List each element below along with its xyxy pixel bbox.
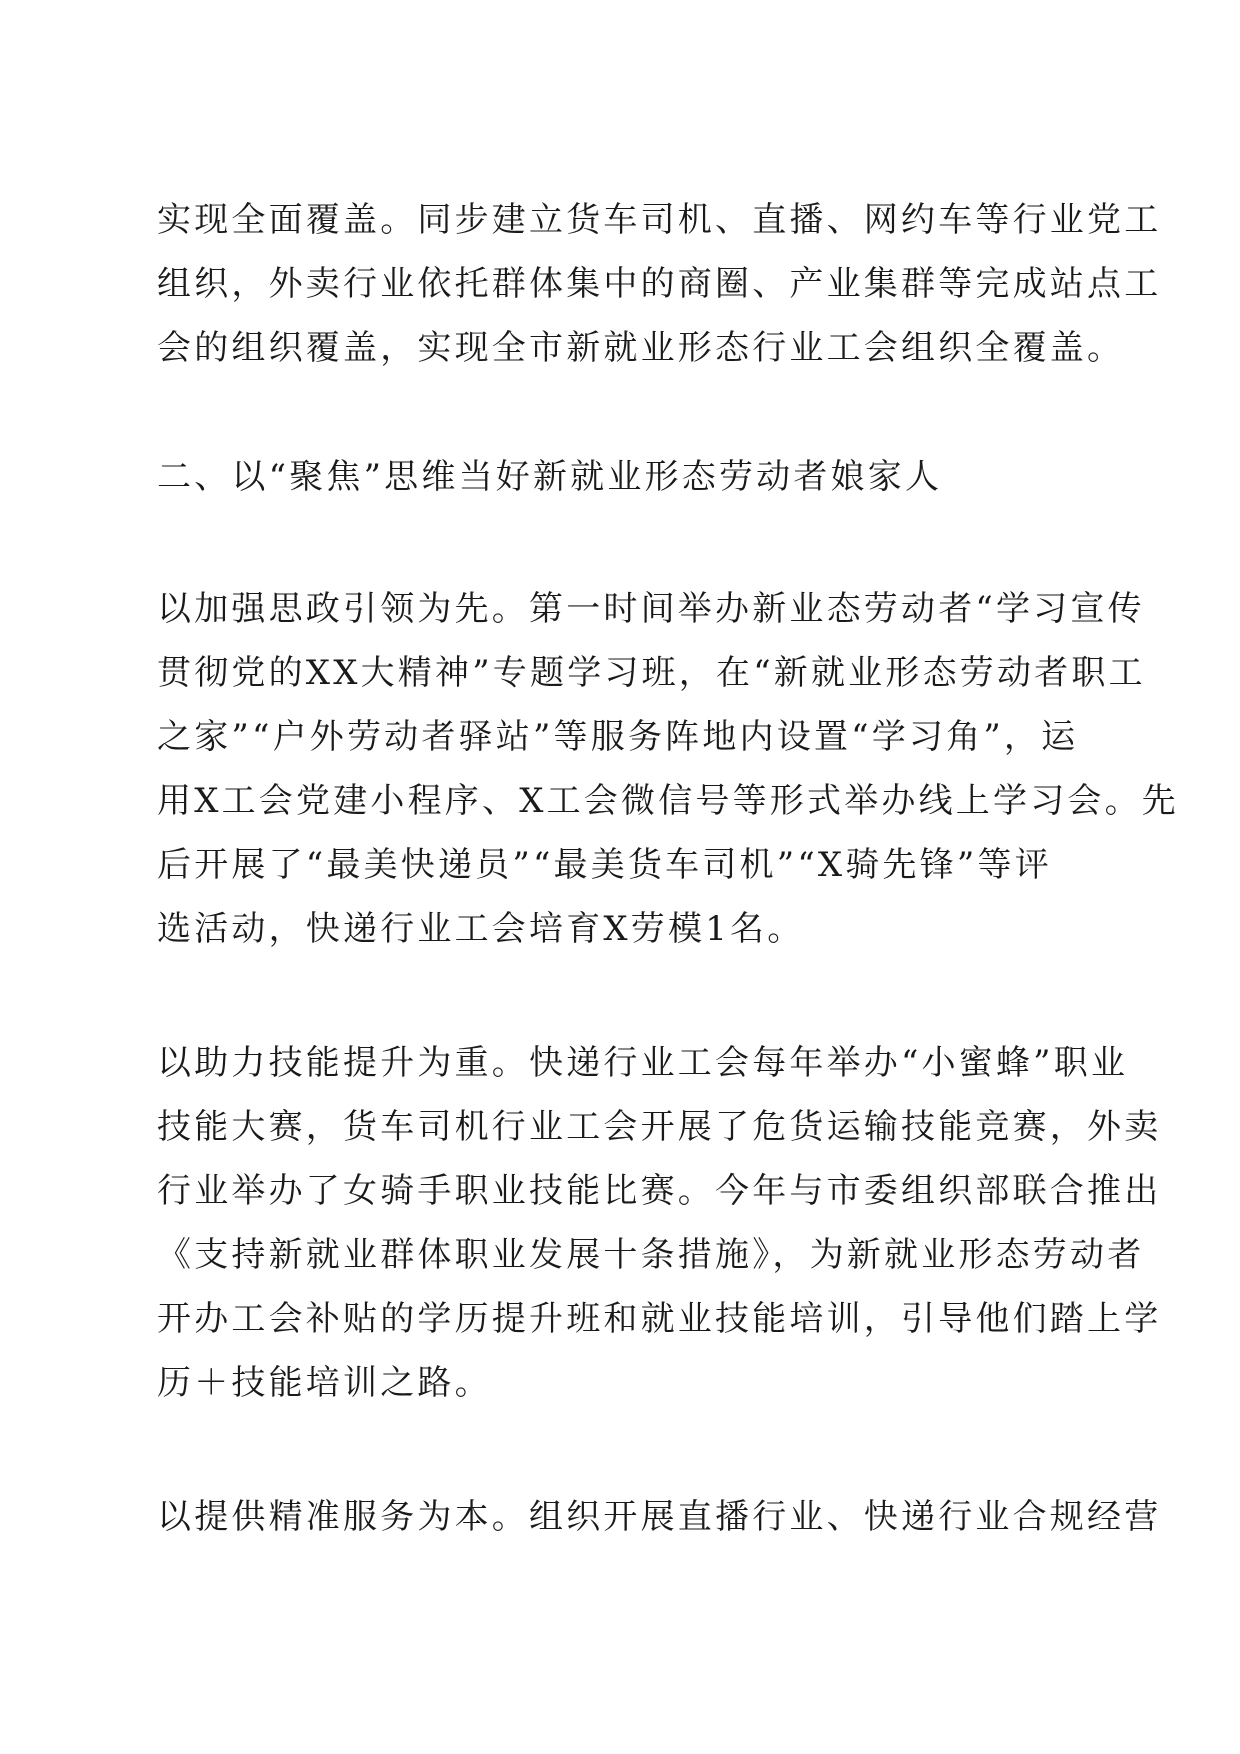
paragraph-line: 后开展了“最美快递员”“最美货车司机”“X骑先锋”等评 [157,845,1052,885]
paragraph-line: 历＋技能培训之路。 [157,1363,492,1403]
paragraph-line: 用X工会党建小程序、X工会微信号等形式举办线上学习会。先 [157,781,1180,821]
paragraph-line: 组织，外卖行业依托群体集中的商圈、产业集群等完成站点工 [157,264,1162,304]
paragraph-coverage [157,188,1162,380]
paragraph-line: 贯彻党的XX大精神”专题学习班，在“新就业形态劳动者职工 [157,653,1146,693]
paragraph-line: 会的组织覆盖，实现全市新就业形态行业工会组织全覆盖。 [157,328,1125,368]
paragraph-skill-improvement [157,1031,1162,1415]
paragraph-line: 之家”“户外劳动者驿站”等服务阵地内设置“学习角”，运 [157,717,1079,757]
paragraph-line: 以提供精准服务为本。组织开展直播行业、快递行业合规经营 [157,1497,1162,1537]
paragraph-line: 《支持新就业群体职业发展十条措施》，为新就业形态劳动者 [157,1235,1145,1275]
paragraph-line: 技能大赛，货车司机行业工会开展了危货运输技能竞赛，外卖 [157,1107,1162,1147]
section-heading-text: 二、以“聚焦”思维当好新就业形态劳动者娘家人 [157,457,943,497]
paragraph-line: 选活动，快递行业工会培育X劳模1名。 [157,909,805,949]
paragraph-ideological-guidance [157,577,1180,961]
paragraph-line: 实现全面覆盖。同步建立货车司机、直播、网约车等行业党工 [157,200,1162,240]
paragraph-line: 以助力技能提升为重。快递行业工会每年举办“小蜜蜂”职业 [157,1043,1129,1083]
paragraph-line: 以加强思政引领为先。第一时间举办新业态劳动者“学习宣传 [157,589,1145,629]
paragraph-precise-service [157,1485,1162,1549]
paragraph-line: 开办工会补贴的学历提升班和就业技能培训，引导他们踏上学 [157,1299,1162,1339]
paragraph-line: 行业举办了女骑手职业技能比赛。今年与市委组织部联合推出 [157,1171,1162,1211]
section-heading [157,445,1083,509]
